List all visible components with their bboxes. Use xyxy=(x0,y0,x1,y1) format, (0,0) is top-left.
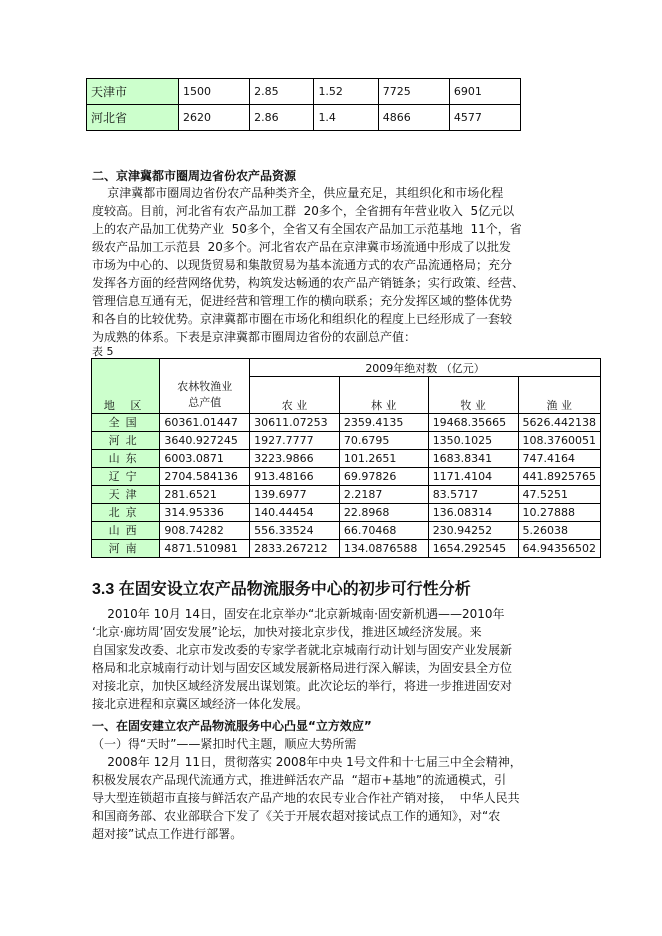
table-header-row xyxy=(92,377,601,414)
agri-output-table xyxy=(91,358,601,558)
cell-agri: 913.48166 xyxy=(250,467,340,485)
row-name: 天津市 xyxy=(87,79,179,105)
cell-agri: 139.6977 xyxy=(250,485,340,503)
cell-agri: 30611.07253 xyxy=(250,413,340,431)
header-agri: 农 业 xyxy=(250,377,340,414)
paragraph-line: 对接北京，加快区域经济发展出谋划策。此次论坛的举行，将进一步推进固安对 xyxy=(92,679,513,693)
subheading-timing: （一）得“天时”——紧扣时代主题，顺应大势所需 xyxy=(92,737,357,751)
cell-forest: 134.0876588 xyxy=(339,539,428,557)
table-row xyxy=(92,431,601,449)
cell-region: 河北 xyxy=(92,431,160,449)
cell-total: 2704.584136 xyxy=(160,467,250,485)
cell-v1: 1500 xyxy=(179,79,250,105)
cell-agri: 556.33524 xyxy=(250,521,340,539)
cell-agri: 140.44454 xyxy=(250,503,340,521)
paragraph-line: 管理信息互通有无，促进经营和管理工作的横向联系；充分发挥区域的整体优势 xyxy=(92,294,513,308)
header-group: 2009年绝对数 （亿元） xyxy=(250,359,601,377)
cell-total: 908.74282 xyxy=(160,521,250,539)
section-paragraph-forum xyxy=(92,605,582,713)
table-row xyxy=(92,449,601,467)
cell-region: 山东 xyxy=(92,449,160,467)
cell-fish: 5.26038 xyxy=(518,521,600,539)
table-label: 表 5 xyxy=(92,345,114,358)
cell-region: 北京 xyxy=(92,503,160,521)
cell-agri: 2833.267212 xyxy=(250,539,340,557)
cell-forest: 22.8968 xyxy=(339,503,428,521)
cell-fish: 10.27888 xyxy=(518,503,600,521)
table-row xyxy=(92,413,601,431)
header-animal: 牧 业 xyxy=(428,377,518,414)
cell-v2: 2.85 xyxy=(250,79,314,105)
cell-forest: 69.97826 xyxy=(339,467,428,485)
header-forest: 林 业 xyxy=(339,377,428,414)
table-header-row xyxy=(92,359,601,377)
table-row xyxy=(92,503,601,521)
cell-total: 60361.01447 xyxy=(160,413,250,431)
paragraph-line: 度较高。目前，河北省有农产品加工群 20多个，全省拥有年营业收入 5亿元以 xyxy=(92,204,515,218)
cell-forest: 2.2187 xyxy=(339,485,428,503)
cell-v2: 2.86 xyxy=(250,105,314,131)
cell-v4: 4866 xyxy=(378,105,449,131)
paragraph-line: 接北京进程和京冀区域经济一体化发展。 xyxy=(92,697,309,711)
cell-v3: 1.4 xyxy=(314,105,378,131)
paragraph-line: 自国家发改委、北京市发改委的专家学者就北京城南行动计划与固安产业发展新 xyxy=(92,643,513,657)
paragraph-line: 级农产品加工示范县 20多个。河北省农产品在京津冀市场流通中形成了以批发 xyxy=(92,240,511,254)
table-row xyxy=(87,79,521,105)
cell-forest: 101.2651 xyxy=(339,449,428,467)
header-total-line2: 总产值 xyxy=(188,395,222,409)
header-region-blank xyxy=(92,359,160,377)
cell-total: 4871.510981 xyxy=(160,539,250,557)
table-row xyxy=(92,485,601,503)
cell-total: 6003.0871 xyxy=(160,449,250,467)
cell-total: 314.95336 xyxy=(160,503,250,521)
cell-animal: 1654.292545 xyxy=(428,539,518,557)
paragraph-line: 上的农产品加工优势产业 50多个，全省又有全国农产品加工示范基地 11个，省 xyxy=(92,222,522,236)
section-heading-3-3: 3.3 在固安设立农产品物流服务中心的初步可行性分析 xyxy=(92,581,471,598)
cell-forest: 2359.4135 xyxy=(339,413,428,431)
paragraph-line: 京津冀都市圈周边省份农产品种类齐全，供应量充足，其组织化和市场化程 xyxy=(92,186,504,200)
header-total xyxy=(160,377,250,414)
cell-agri: 3223.9866 xyxy=(250,449,340,467)
paragraph-line: ‘北京·廊坊周’固安发展”论坛，加快对接北京步伐，推进区域经济发展。来 xyxy=(92,625,482,639)
cell-fish: 47.5251 xyxy=(518,485,600,503)
paragraph-line: 市场为中心的、以现货贸易和集散贸易为基本流通方式的农产品流通格局；充分 xyxy=(92,258,513,272)
cell-fish: 441.8925765 xyxy=(518,467,600,485)
table-row xyxy=(92,467,601,485)
cell-animal: 1350.1025 xyxy=(428,431,518,449)
paragraph-line: 积极发展农产品现代流通方式，推进鲜活农产品 “超市+基地”的流通模式，引 xyxy=(92,773,507,787)
cell-region: 天津 xyxy=(92,485,160,503)
header-region: 地 区 xyxy=(92,377,160,414)
cell-animal: 1171.4104 xyxy=(428,467,518,485)
section-paragraph-policy xyxy=(92,753,582,843)
cell-total: 281.6521 xyxy=(160,485,250,503)
cell-v5: 6901 xyxy=(449,79,520,105)
paragraph-line: 超对接”试点工作进行部署。 xyxy=(92,827,243,841)
section-paragraph-resources xyxy=(92,184,582,346)
paragraph-line: 发挥各方面的经营网络优势，构筑发达畅通的农产品产销链条；实行政策、经营、 xyxy=(92,276,525,290)
cell-v3: 1.52 xyxy=(314,79,378,105)
provincial-stats-table xyxy=(86,78,521,131)
paragraph-line: 2008年 12月 11日，贯彻落实 2008年中央 1号文件和十七届三中全会精神， xyxy=(92,755,522,769)
paragraph-line: 和各自的比较优势。京津冀都市圈在市场化和组织化的程度上已经形成了一套较 xyxy=(92,312,513,326)
cell-region: 全国 xyxy=(92,413,160,431)
cell-region: 辽宁 xyxy=(92,467,160,485)
cell-animal: 19468.35665 xyxy=(428,413,518,431)
table-row xyxy=(87,105,521,131)
paragraph-line: 2010年 10月 14日，固安在北京举办“北京新城南·固安新机遇——2010年 xyxy=(92,607,505,621)
cell-total: 3640.927245 xyxy=(160,431,250,449)
cell-v1: 2620 xyxy=(179,105,250,131)
header-total-blank xyxy=(160,359,250,377)
cell-animal: 230.94252 xyxy=(428,521,518,539)
row-name: 河北省 xyxy=(87,105,179,131)
cell-v5: 4577 xyxy=(449,105,520,131)
paragraph-line: 为成熟的体系。下表是京津冀都市圈周边省份的农副总产值： xyxy=(92,330,417,344)
table-row xyxy=(92,539,601,557)
header-fish: 渔 业 xyxy=(518,377,600,414)
header-total-line1: 农林牧渔业 xyxy=(177,379,233,393)
cell-forest: 66.70468 xyxy=(339,521,428,539)
cell-region: 河南 xyxy=(92,539,160,557)
cell-fish: 108.3760051 xyxy=(518,431,600,449)
cell-animal: 136.08314 xyxy=(428,503,518,521)
cell-animal: 1683.8341 xyxy=(428,449,518,467)
cell-fish: 747.4164 xyxy=(518,449,600,467)
cell-animal: 83.5717 xyxy=(428,485,518,503)
cell-region: 山西 xyxy=(92,521,160,539)
section-heading-resources: 二、京津冀都市圈周边省份农产品资源 xyxy=(92,169,297,183)
cell-fish: 64.94356502 xyxy=(518,539,600,557)
paragraph-line: 和国商务部、农业部联合下发了《关于开展农超对接试点工作的通知》，对“农 xyxy=(92,809,501,823)
paragraph-line: 导大型连锁超市直接与鲜活农产品产地的农民专业合作社产销对接， 中华人民共 xyxy=(92,791,520,805)
paragraph-line: 格局和北京城南行动计划与固安区域发展新格局进行深入解读，为固安县全方位 xyxy=(92,661,513,675)
cell-forest: 70.6795 xyxy=(339,431,428,449)
cell-agri: 1927.7777 xyxy=(250,431,340,449)
subheading-cube-effect: 一、在固安建立农产品物流服务中心凸显“立方效应” xyxy=(92,719,372,733)
table-row xyxy=(92,521,601,539)
cell-v4: 7725 xyxy=(378,79,449,105)
cell-fish: 5626.442138 xyxy=(518,413,600,431)
